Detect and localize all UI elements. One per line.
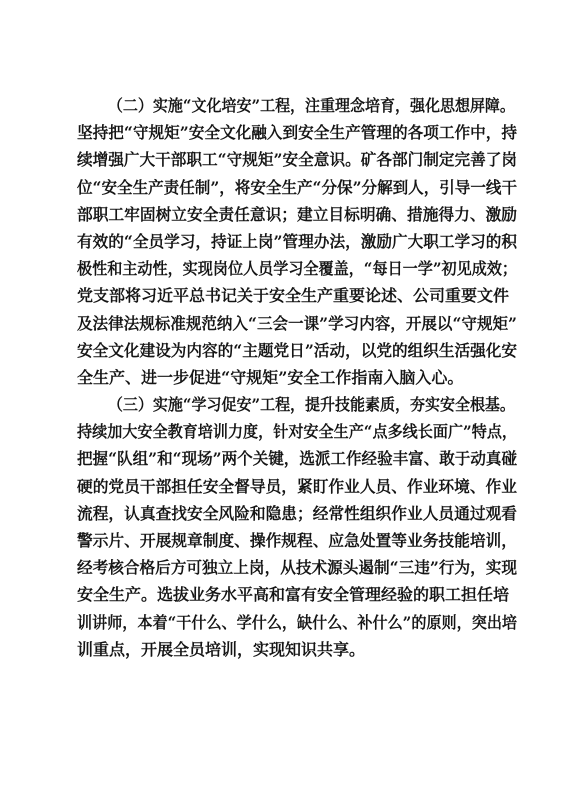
paragraph-line: 全生产、进一步促进“守规矩”安全工作指南入脑入心。 (77, 367, 464, 387)
paragraph-line: 坚持把“守规矩”安全文化融入到安全生产管理的各项工作中，持 (77, 123, 518, 143)
paragraph-line: 经考核合格后方可独立上岗，从技术源头遏制“三违”行为，实现 (77, 558, 518, 578)
paragraph-line: 极性和主动性，实现岗位人员学习全覆盖，“每日一学”初见成效； (77, 259, 518, 279)
paragraph-line: 安全生产。选拔业务水平高和富有安全管理经验的职工担任培 (77, 585, 510, 605)
document-body (77, 92, 517, 663)
paragraph-line: 训重点，开展全员培训，实现知识共享。 (77, 639, 366, 659)
section-heading-3: （三）实施“学习促安”工程，提升技能素质，夯实安全根基。 (107, 395, 515, 415)
paragraph-line: 党支部将习近平总书记关于安全生产重要论述、公司重要文件 (77, 286, 510, 306)
section-heading-2: （二）实施“文化培安”工程，注重理念培育，强化思想屏障。 (107, 96, 515, 115)
paragraph-line: 警示片、开展规章制度、操作规程、应急处置等业务技能培训， (77, 531, 517, 550)
paragraph-line: 流程，认真查找安全风险和隐患；经常性组织作业人员通过观看 (77, 503, 517, 523)
paragraph-line: 位“安全生产责任制”，将安全生产“分保”分解到人，引导一线干 (77, 177, 518, 197)
paragraph-line: 持续加大安全教育培训力度，针对安全生产“点多线长面广”特点， (77, 422, 518, 442)
paragraph-line: 有效的“全员学习，持证上岗”管理办法，激励广大职工学习的积 (77, 231, 518, 251)
paragraph-line: 部职工牢固树立安全责任意识；建立目标明确、措施得力、激励 (77, 204, 517, 224)
paragraph-line: 安全文化建设为内容的“主题党日”活动，以党的组织生活强化安 (77, 340, 518, 360)
paragraph-line: 硬的党员干部担任安全督导员，紧盯作业人员、作业环境、作业 (77, 476, 517, 496)
paragraph-line: 训讲师，本着“干什么、学什么，缺什么、补什么”的原则，突出培 (77, 612, 518, 632)
paragraph-line: 续增强广大干部职工“守规矩”安全意识。矿各部门制定完善了岗 (77, 150, 518, 170)
paragraph-line: 及法律法规标准规范纳入“三会一课”学习内容，开展以“守规矩” (77, 313, 518, 333)
paragraph-line: 把握“队组”和“现场”两个关键，选派工作经验丰富、敢于动真碰 (77, 449, 518, 469)
